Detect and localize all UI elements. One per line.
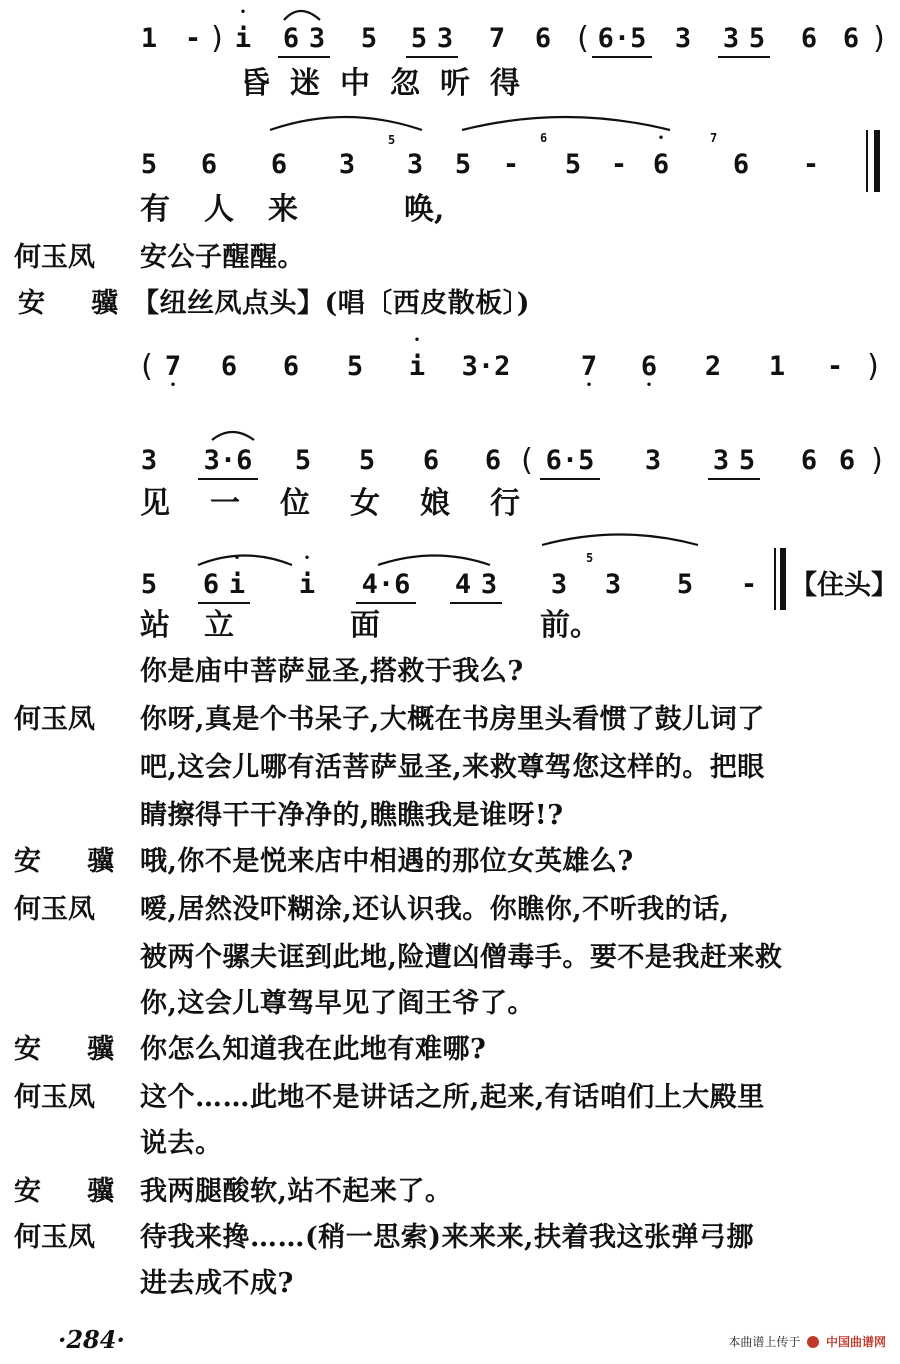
final-barline-thin (866, 130, 868, 192)
note: 5 (358, 445, 376, 476)
note: • i (230, 22, 256, 56)
note: 6 (842, 23, 860, 54)
lyric-syllable: 立 (204, 608, 234, 643)
note: 1 (768, 351, 786, 382)
note: 6 (422, 445, 440, 476)
stage-cue: 【住头】 (790, 570, 898, 601)
lyric-syllable: 站 (140, 608, 170, 643)
dialogue-line: 哦,你不是悦来店中相遇的那位女英雄么? (140, 846, 634, 877)
speaker-name: 何玉凤 (14, 1082, 95, 1113)
grace-note: 5 (586, 551, 594, 565)
speaker-name: 何玉凤 (14, 704, 95, 735)
note: 3 (432, 22, 458, 58)
note: 6 (270, 149, 288, 180)
note: 6·5 (540, 444, 600, 480)
note: - (802, 149, 820, 180)
lyric-line-4: 见一位女娘行 (140, 486, 560, 521)
note: 5 (454, 149, 472, 180)
dialogue-line: 进去成不成? (140, 1268, 294, 1299)
final-barline-thick (780, 548, 786, 610)
note: 7 • (160, 350, 186, 384)
speaker-name: 安 骥 (14, 846, 114, 877)
note: - (184, 23, 202, 54)
speaker-name: 安 骥 (18, 288, 118, 319)
note: 5 (294, 445, 312, 476)
note: ) (867, 349, 879, 384)
note: 6 (838, 445, 856, 476)
note: 5 (676, 569, 694, 600)
speaker-name: 安 骥 (14, 1034, 114, 1065)
dialogue-line: 睛擦得干干净净的,瞧瞧我是谁呀!? (140, 800, 564, 831)
note: 3 (550, 569, 568, 600)
note: 6 (282, 351, 300, 382)
note: 4·6 (356, 568, 416, 604)
speaker-name: 何玉凤 (14, 1222, 95, 1253)
note: 5 (734, 444, 760, 480)
note: ( (577, 21, 589, 56)
note: 5 (140, 149, 158, 180)
page-number: ·284· (58, 1325, 125, 1354)
note: 7 • (576, 350, 602, 384)
note: 6 (484, 445, 502, 476)
watermark-brand: 中国曲谱网 (825, 1335, 886, 1349)
note: 3 (708, 444, 734, 480)
speaker-name: 何玉凤 (14, 894, 95, 925)
note: 3·2 (461, 351, 511, 382)
note: 6 (800, 445, 818, 476)
note: 3 (674, 23, 692, 54)
note: 6·5 (592, 22, 652, 58)
note: • 6 (648, 148, 674, 182)
dialogue-line: 你呀,真是个书呆子,大概在书房里头看惯了鼓儿词了 (140, 704, 765, 735)
dialogue-line: 嗳,居然没吓糊涂,还认识我。你瞧你,不听我的话, (140, 894, 730, 925)
note: - (502, 149, 520, 180)
lyric-line-2b: 唤, (404, 192, 445, 227)
grace-note: 5 (388, 133, 396, 147)
note: 3 (644, 445, 662, 476)
note: • i (224, 568, 250, 604)
note: 6 • (636, 350, 662, 384)
grace-note: 6 (540, 131, 548, 145)
note: 3 (338, 149, 356, 180)
note: 3 (718, 22, 744, 58)
note: 5 (346, 351, 364, 382)
dialogue-line: 安公子醒醒。 (140, 242, 305, 273)
note: 5 (564, 149, 582, 180)
lyric-syllable: 面 (350, 608, 380, 643)
note: - (826, 351, 844, 382)
note: 3 (140, 445, 158, 476)
dialogue-line: 你怎么知道我在此地有难哪? (140, 1034, 487, 1065)
stage-cue: 【纽丝凤点头】(唱〔西皮散板〕) (132, 288, 531, 319)
note: 3 (604, 569, 622, 600)
note: 6 (198, 568, 224, 604)
note: 3 (304, 22, 330, 58)
final-barline-thick (874, 130, 880, 192)
dialogue-line: 我两腿酸软,站不起来了。 (140, 1176, 453, 1207)
note: 5 (140, 569, 158, 600)
note: - (610, 149, 628, 180)
lyric-line-1: 昏迷中忽听得 (240, 66, 540, 101)
note: 5 (406, 22, 432, 58)
note: • i (294, 568, 320, 602)
note: - (740, 569, 758, 600)
dialogue-line: 你,这会儿尊驾早见了阎王爷了。 (140, 988, 535, 1019)
note: 7 (488, 23, 506, 54)
note: ( (141, 349, 153, 384)
note: 6 (800, 23, 818, 54)
note: 6 (278, 22, 304, 58)
watermark (728, 1333, 886, 1350)
note: ) (871, 443, 883, 478)
dialogue-line: 被两个骡夫诓到此地,险遭凶僧毒手。要不是我赶来救 (140, 942, 783, 973)
lyric-line-2a: 有人来 (140, 192, 332, 227)
note: 6 (534, 23, 552, 54)
note: ( (521, 443, 533, 478)
note: 6 (732, 149, 750, 180)
lyric-syllable: 前。 (540, 608, 600, 643)
brand-logo-icon (807, 1336, 819, 1348)
note: 3 (476, 568, 502, 604)
dialogue-line: 待我来搀……(稍一思索)来来来,扶着我这张弹弓挪 (140, 1222, 754, 1253)
dialogue-line: 你是庙中菩萨显圣,搭救于我么? (140, 656, 524, 687)
dialogue-line: 说去。 (140, 1128, 223, 1159)
dialogue-line: 这个……此地不是讲话之所,起来,有话咱们上大殿里 (140, 1082, 765, 1113)
note: 1 (140, 23, 158, 54)
speaker-name: 何玉凤 (14, 242, 95, 273)
note: 3 (406, 149, 424, 180)
note: • i (404, 350, 430, 384)
note: 5 (360, 23, 378, 54)
note: 4 (450, 568, 476, 604)
grace-note: 7 (710, 131, 718, 145)
note: 5 (744, 22, 770, 58)
note: 6 (200, 149, 218, 180)
note: 2 (704, 351, 722, 382)
note: 3·6 (198, 444, 258, 480)
note: ) (211, 21, 223, 56)
watermark-note: 本曲谱上传于 (728, 1335, 801, 1349)
final-barline-thin (774, 548, 776, 610)
note: ) (873, 21, 885, 56)
dialogue-line: 吧,这会儿哪有活菩萨显圣,来救尊驾您这样的。把眼 (140, 752, 765, 783)
note: 6 (220, 351, 238, 382)
speaker-name: 安 骥 (14, 1176, 114, 1207)
